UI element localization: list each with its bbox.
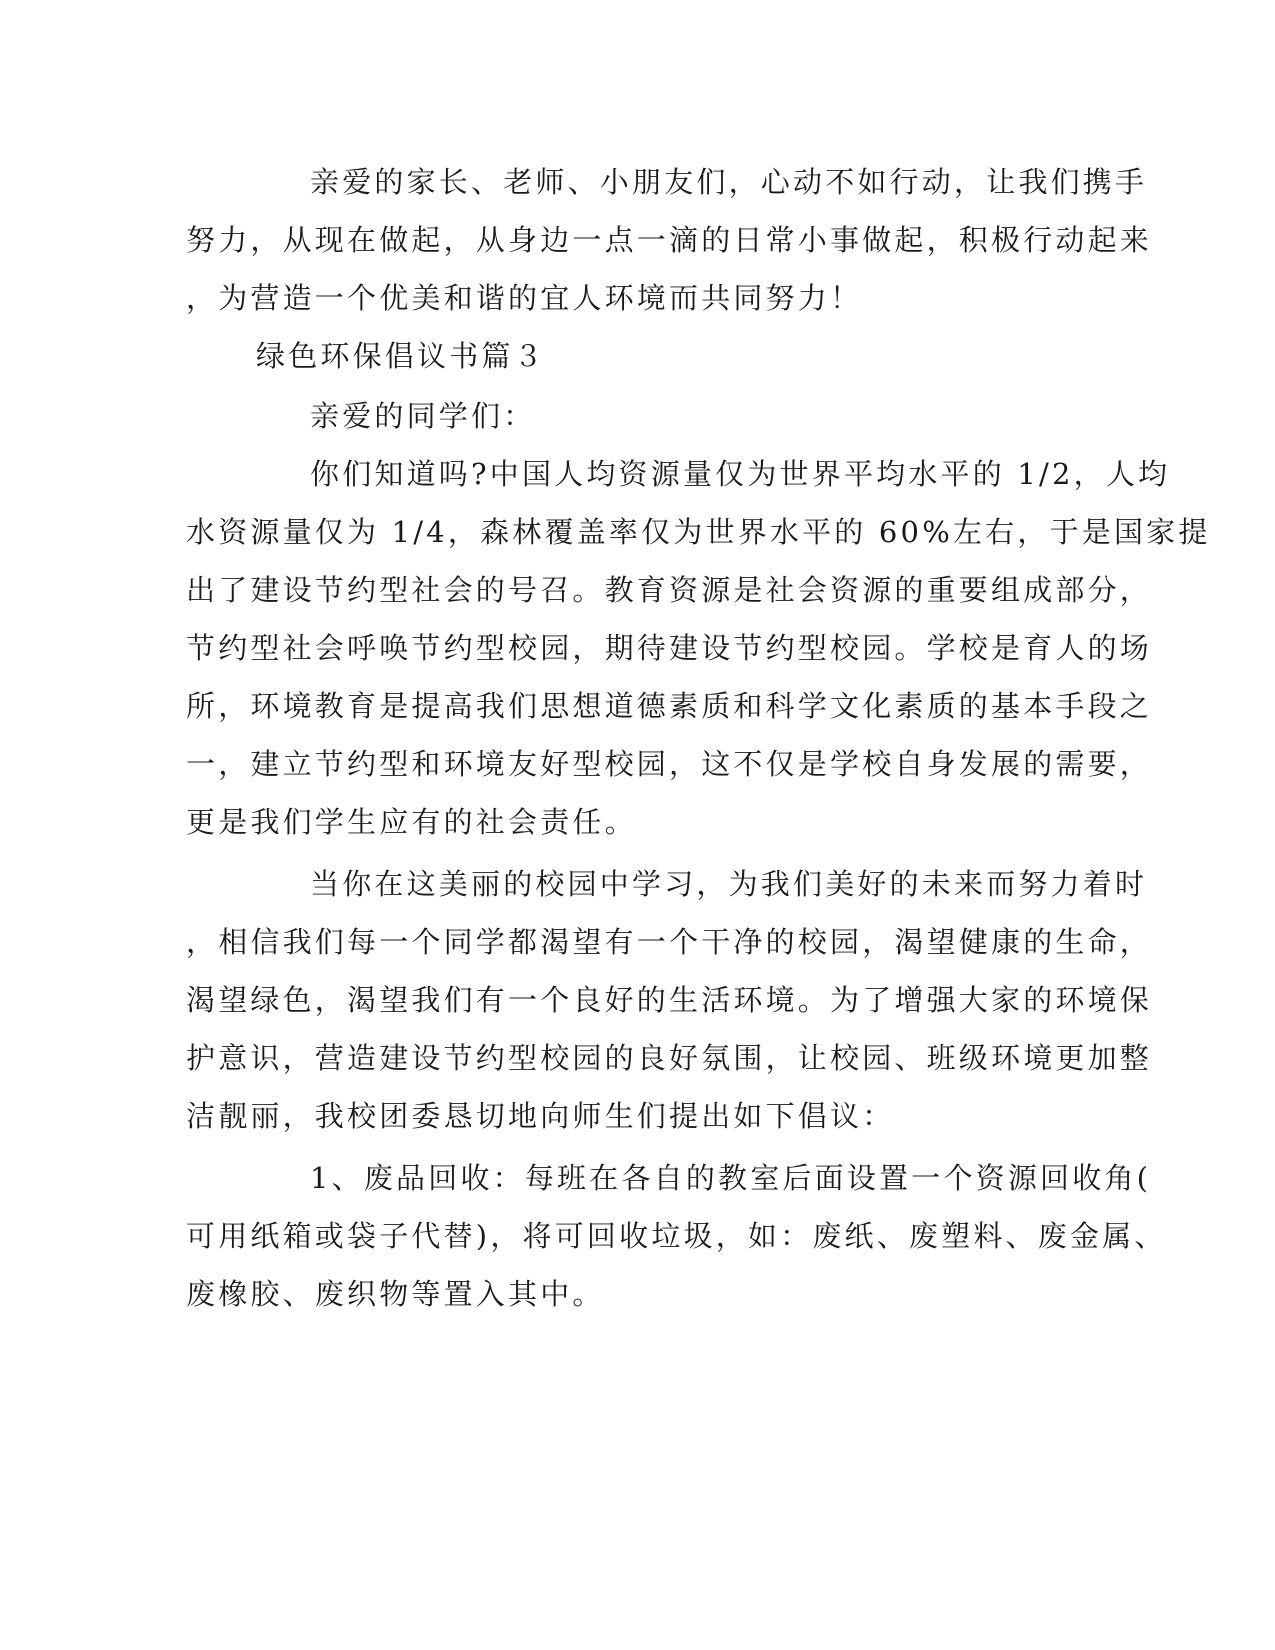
salutation: 亲爱的同学们：	[310, 399, 536, 433]
paragraph-2-line-1: 当你在这美丽的校园中学习，为我们美好的未来而努力着时	[310, 867, 1148, 901]
item-1-line-1: 1、废品回收：每班在各自的教室后面设置一个资源回收角(	[310, 1161, 1152, 1195]
section-title: 绿色环保倡议书篇３	[256, 339, 546, 373]
paragraph-2-line-2: ，相信我们每一个同学都渴望有一个干净的校园，渴望健康的生命，	[186, 925, 1153, 959]
closing-paragraph-line-1: 亲爱的家长、老师、小朋友们，心动不如行动，让我们携手	[310, 165, 1148, 199]
paragraph-1-line-1: 你们知道吗?中国人均资源量仅为世界平均水平的 1/2，人均	[310, 457, 1171, 491]
paragraph-1-line-3: 出了建设节约型社会的号召。教育资源是社会资源的重要组成部分，	[186, 573, 1153, 607]
item-1-line-2: 可用纸箱或袋子代替)，将可回收垃圾，如：废纸、废塑料、废金属、	[186, 1219, 1167, 1253]
paragraph-2-line-4: 护意识，营造建设节约型校园的良好氛围，让校园、班级环境更加整	[186, 1041, 1153, 1075]
paragraph-2-line-5: 洁靓丽，我校团委恳切地向师生们提出如下倡议：	[186, 1099, 895, 1133]
paragraph-1-line-5: 所，环境教育是提高我们思想道德素质和科学文化素质的基本手段之	[186, 689, 1153, 723]
paragraph-1-line-2: 水资源量仅为 1/4，森林覆盖率仅为世界水平的 60%左右，于是国家提	[186, 515, 1211, 549]
paragraph-1-line-6: 一，建立节约型和环境友好型校园，这不仅是学校自身发展的需要，	[186, 747, 1153, 781]
item-1-line-3: 废橡胶、废织物等置入其中。	[186, 1277, 605, 1311]
paragraph-2-line-3: 渴望绿色，渴望我们有一个良好的生活环境。为了增强大家的环境保	[186, 983, 1153, 1017]
paragraph-1-line-7: 更是我们学生应有的社会责任。	[186, 805, 637, 839]
paragraph-1-line-4: 节约型社会呼唤节约型校园，期待建设节约型校园。学校是育人的场	[186, 631, 1153, 665]
closing-paragraph-line-3: ，为营造一个优美和谐的宜人环境而共同努力！	[186, 281, 863, 315]
closing-paragraph-line-2: 努力，从现在做起，从身边一点一滴的日常小事做起，积极行动起来	[186, 223, 1153, 257]
